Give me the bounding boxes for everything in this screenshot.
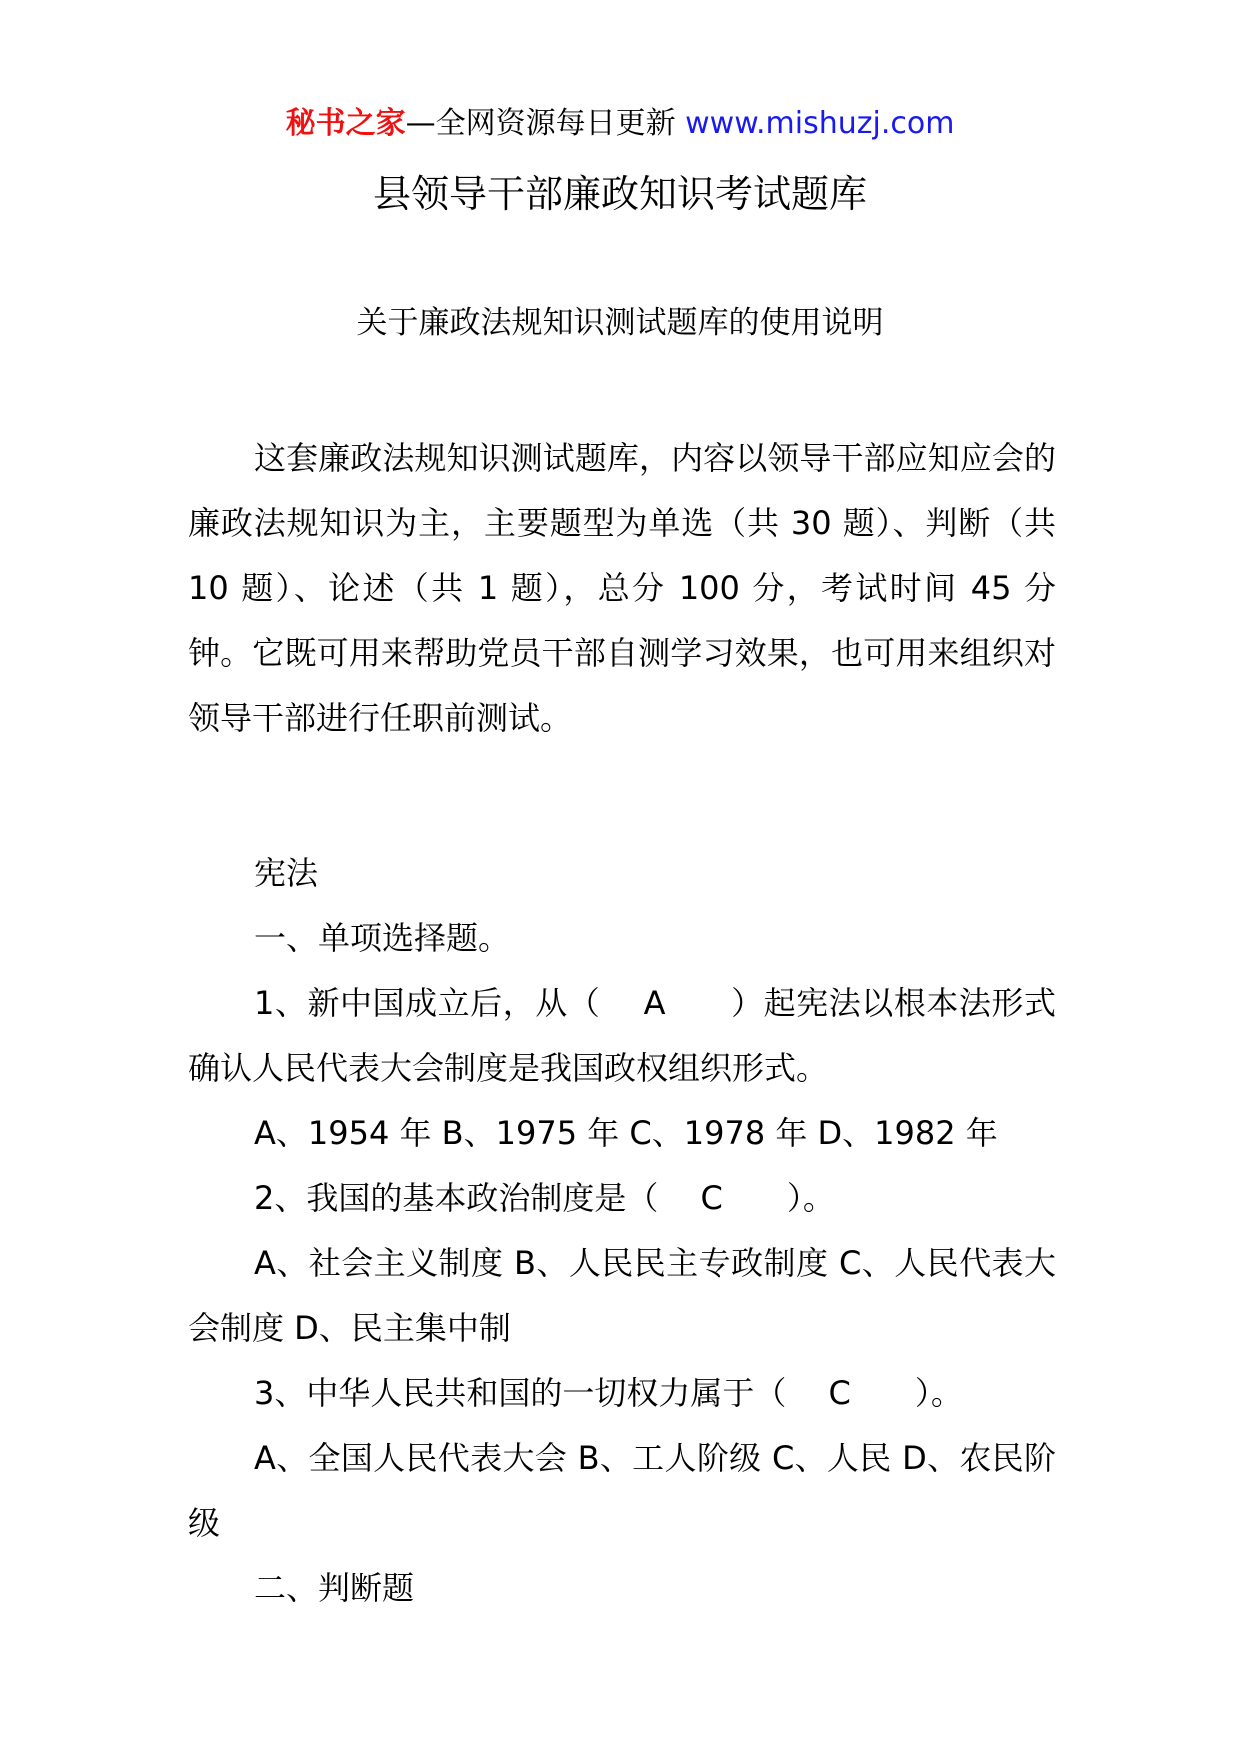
section-heading: 宪法 bbox=[254, 854, 319, 892]
part-one-heading: 一、单项选择题。 bbox=[254, 919, 511, 957]
intro-paragraph: 这套廉政法规知识测试题库，内容以领导干部应知应会的廉政法规知识为主，主要题型为单选（共 30 题）、判断（共 10 题）、论述（共 1 题），总分 100 分，考试时间 45 分钟。它既可用来帮助党员干部自测学习效果，也可用来组织对领导干部进行任职前测试。 bbox=[188, 439, 1056, 737]
header-tagline: —全网资源每日更新 bbox=[405, 106, 676, 141]
document-subtitle: 关于廉政法规知识测试题库的使用说明 bbox=[356, 305, 884, 341]
part-two-heading: 二、判断题 bbox=[254, 1569, 415, 1607]
brand-name: 秘书之家 bbox=[285, 106, 406, 141]
question-stem: 3、中华人民共和国的一切权力属于（ C ）。 bbox=[254, 1374, 963, 1412]
document-title: 县领导干部廉政知识考试题库 bbox=[372, 172, 867, 216]
question-stem: 2、我国的基本政治制度是（ C ）。 bbox=[254, 1179, 835, 1217]
site-header bbox=[0, 102, 1240, 146]
question-options: A、1954 年 B、1975 年 C、1978 年 D、1982 年 bbox=[254, 1114, 998, 1152]
question-options: A、社会主义制度 B、人民民主专政制度 C、人民代表大会制度 D、民主集中制 bbox=[188, 1244, 1056, 1347]
site-url-link[interactable]: www.mishuzj.com bbox=[685, 106, 955, 141]
question-stem: 1、新中国成立后，从（ A ）起宪法以根本法形式确认人民代表大会制度是我国政权组织形式。 bbox=[188, 984, 1056, 1087]
question-options: A、全国人民代表大会 B、工人阶级 C、人民 D、农民阶级 bbox=[188, 1439, 1056, 1542]
section-spacer bbox=[188, 751, 1056, 841]
document-body bbox=[188, 426, 1056, 1621]
